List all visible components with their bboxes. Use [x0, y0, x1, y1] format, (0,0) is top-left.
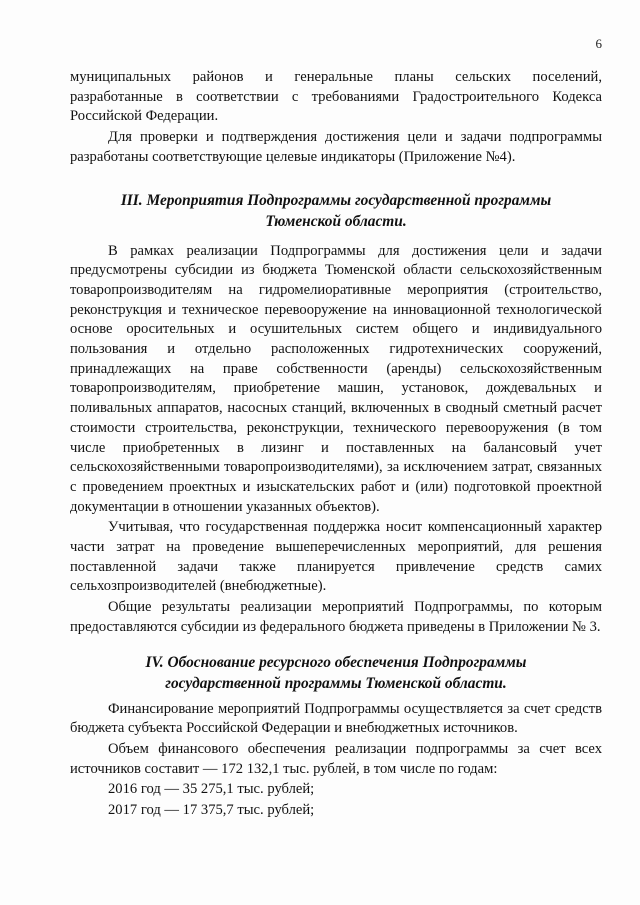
heading-line: III. Мероприятия Подпрограммы государственной программы: [120, 191, 552, 209]
section-heading: [70, 652, 602, 694]
paragraph: Финансирование мероприятий Подпрограммы осуществляется за счет средств бюджета субъекта Российской Федерации и внебюджетных источников.: [70, 700, 602, 737]
paragraph: Учитывая, что государственная поддержка носит компенсационный характер части затрат на проведение вышеперечисленных мероприятий, для решения поставленной задачи также планируется привлечение средств самих сельхозпроизводителей (внебюджетные).: [70, 519, 602, 595]
paragraph: Для проверки и подтверждения достижения цели и задачи подпрограммы разработаны соответствующие целевые индикаторы (Приложение №4).: [70, 129, 602, 165]
paragraph: Объем финансового обеспечения реализации подпрограммы за счет всех источников составит — 172 132,1 тыс. рублей, в том числе по годам:: [70, 740, 602, 777]
funding-year-line: 2017 год — 17 375,7 тыс. рублей;: [108, 802, 315, 819]
page-content: [70, 68, 602, 821]
paragraph: разработанные в соответствии с требованиями Градостроительного Кодекса Российской Федерации.: [70, 88, 602, 125]
page-number: 6: [595, 36, 602, 51]
heading-line: IV. Обоснование ресурсного обеспечения Подпрограммы: [145, 653, 527, 671]
paragraph: В рамках реализации Подпрограммы для достижения цели и задачи предусмотрены субсидии из бюджета Тюменской области сельскохозяйственным товаропроизводителям на гидромелиоративные мероприятия (строительство, реконструкция и техническое перевооружение на инновационной технологической основе оросительных и осушительных систем общего и индивидуального пользования и отдельно расположенных гидротехнических сооружений, принадлежащих на праве собственности (аренды) сельскохозяйственным товаропроизводителям, приобретение машин, установок, дождевальных и поливальных аппаратов, насосных станций, включенных в сводный сметный расчет стоимости строительства, реконструкции, технического перевооружения (в том числе приобретенных в лизинг и поставленных на балансовый учет сельскохозяйственными товаропроизводителями), за исключением затрат, связанных с проведением проектных и изыскательских работ и (или) подготовкой проектной документации в отношении указанных объектов).: [70, 242, 602, 515]
paragraph: Общие результаты реализации мероприятий Подпрограммы, по которым предоставляются субсидии из федерального бюджета приведены в Приложении № 3.: [70, 599, 602, 635]
heading-line: государственной программы Тюменской области.: [165, 674, 507, 692]
funding-year-line: 2016 год — 35 275,1 тыс. рублей;: [108, 781, 315, 798]
section-heading: [70, 190, 602, 232]
paragraph-line: муниципальных районов и генеральные планы сельских поселений,: [70, 69, 602, 85]
heading-line: Тюменской области.: [265, 212, 407, 230]
